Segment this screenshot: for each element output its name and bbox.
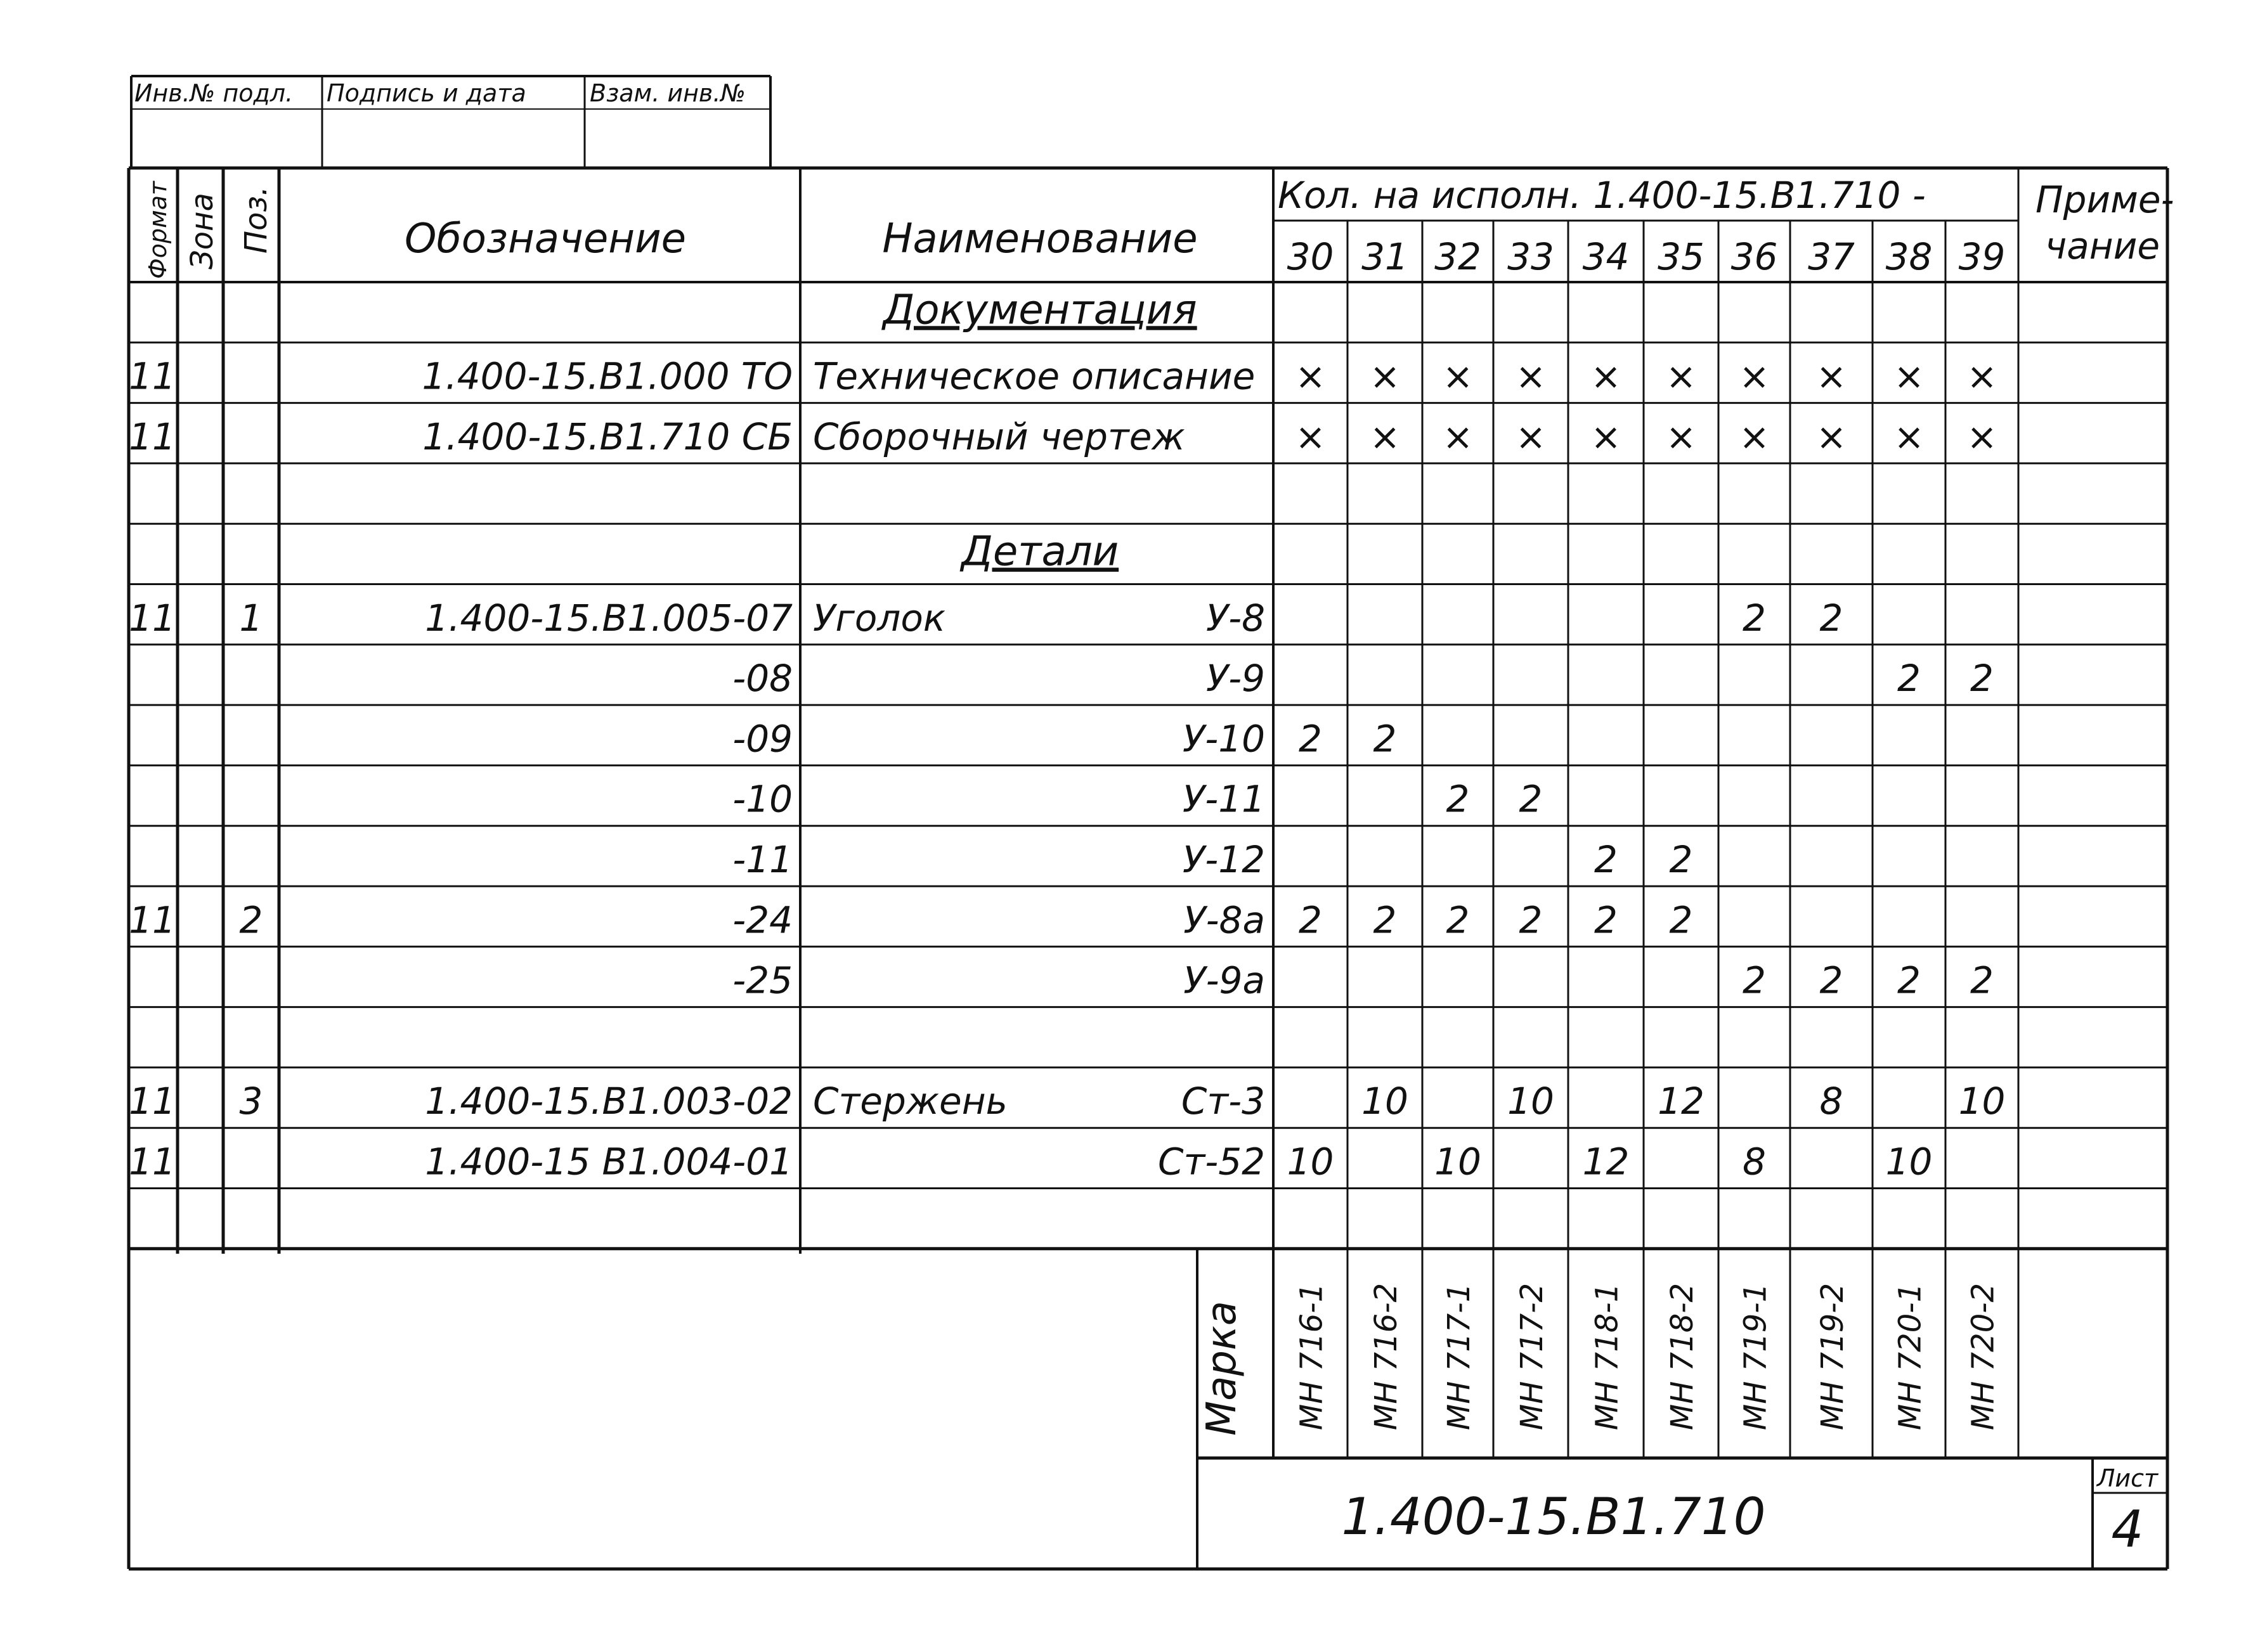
marka-value: МН 716-1	[1294, 1282, 1330, 1431]
row-mark: У-9	[1205, 657, 1265, 700]
variant-header-34: 34	[1582, 235, 1630, 278]
row-mark: У-9а	[1183, 958, 1265, 1002]
qty-cell: ×	[1893, 354, 1925, 398]
row-designation: -11	[732, 838, 793, 881]
qty-cell: 2	[1594, 838, 1618, 881]
variant-header-33: 33	[1507, 235, 1554, 278]
variant-header-39: 39	[1958, 235, 2006, 278]
qty-cell: ×	[1295, 415, 1326, 458]
table-header	[144, 174, 2174, 279]
qty-cell: 2	[1373, 717, 1397, 761]
qty-cell: 2	[1897, 958, 1921, 1002]
row-position: 2	[239, 898, 263, 942]
row-name: Стержень	[813, 1080, 1008, 1123]
row-designation: 1.400-15.В1.000 ТО	[422, 354, 793, 398]
marka-value: МН 720-2	[1965, 1282, 2001, 1431]
row-format: 11	[129, 1080, 176, 1123]
row-format: 11	[129, 354, 176, 398]
row-mark: Ст-52	[1157, 1140, 1265, 1184]
qty-cell: 8	[1819, 1080, 1843, 1123]
variant-header-32: 32	[1434, 235, 1481, 278]
variant-header-35: 35	[1658, 235, 1704, 278]
sheet-number: 4	[2111, 1500, 2144, 1559]
header-format: Формат	[144, 181, 172, 279]
qty-cell: ×	[1295, 354, 1326, 398]
stamp-podpis-data: Подпись и дата	[327, 79, 526, 107]
stamp-inv-podl: Инв.№ подл.	[134, 79, 294, 107]
row-name: Техническое описание	[813, 354, 1256, 398]
qty-cell: ×	[1590, 415, 1621, 458]
qty-cell: ×	[1665, 415, 1697, 458]
qty-cell: 12	[1582, 1140, 1630, 1184]
row-name: Сборочный чертеж	[813, 415, 1185, 458]
header-oboznachenie: Обозначение	[404, 216, 687, 262]
qty-cell: 2	[1669, 838, 1693, 881]
sheet-label: Лист	[2096, 1464, 2159, 1492]
qty-cell: ×	[1369, 415, 1401, 458]
title-block	[1341, 1464, 2159, 1559]
stamp-vzam-inv: Взам. инв.№	[590, 79, 746, 107]
qty-cell: ×	[1515, 354, 1547, 398]
row-mark: У-12	[1182, 838, 1265, 881]
section-heading: Детали	[961, 528, 1119, 576]
row-mark: У-10	[1182, 717, 1265, 761]
marka-row	[1198, 1283, 2001, 1436]
row-mark: У-8	[1205, 596, 1265, 640]
header-primechanie-2: чание	[2045, 224, 2160, 268]
marka-label: Марка	[1198, 1301, 1245, 1436]
qty-cell: 10	[1361, 1080, 1408, 1123]
qty-cell: ×	[1739, 354, 1770, 398]
qty-cell: 2	[1519, 898, 1543, 942]
qty-cell: 2	[1819, 596, 1843, 640]
qty-cell: 10	[1507, 1080, 1554, 1123]
qty-cell: 2	[1819, 958, 1843, 1002]
header-naimenovanie: Наименование	[882, 216, 1198, 262]
qty-cell: 2	[1519, 777, 1543, 821]
qty-cell: ×	[1893, 415, 1925, 458]
row-name: Уголок	[813, 596, 945, 640]
row-designation: -25	[732, 958, 793, 1002]
qty-cell: ×	[1369, 354, 1401, 398]
qty-cell: ×	[1966, 415, 1997, 458]
qty-cell: ×	[1665, 354, 1697, 398]
qty-cell: 8	[1743, 1140, 1766, 1184]
marka-value: МН 717-2	[1514, 1282, 1550, 1431]
qty-cell: ×	[1442, 415, 1474, 458]
row-format: 11	[129, 1140, 176, 1184]
row-designation: 1.400-15.В1.005-07	[425, 596, 793, 640]
qty-cell: ×	[1739, 415, 1770, 458]
qty-cell: 10	[1434, 1140, 1481, 1184]
row-designation: -09	[732, 717, 793, 761]
header-poz: Поз.	[238, 186, 274, 254]
approval-stamp	[134, 79, 746, 107]
qty-cell: 2	[1970, 958, 1994, 1002]
variant-header-30: 30	[1287, 235, 1334, 278]
marka-value: МН 720-1	[1892, 1282, 1928, 1431]
qty-cell: 2	[1446, 777, 1470, 821]
qty-cell: 2	[1446, 898, 1470, 942]
qty-cell: ×	[1515, 415, 1547, 458]
row-designation: -24	[732, 898, 793, 942]
row-mark: Ст-3	[1181, 1080, 1265, 1123]
row-format: 11	[129, 596, 176, 640]
qty-cell: ×	[1442, 354, 1474, 398]
variant-header-37: 37	[1808, 235, 1855, 278]
marka-value: МН 719-2	[1815, 1282, 1850, 1431]
row-designation: 1.400-15.В1.710 СБ	[422, 415, 793, 458]
qty-cell: 2	[1743, 958, 1766, 1002]
qty-cell: 2	[1373, 898, 1397, 942]
qty-cell: ×	[1815, 415, 1847, 458]
header-primechanie-1: Приме-	[2035, 178, 2174, 221]
row-designation: -08	[732, 657, 793, 700]
marka-value: МН 719-1	[1737, 1282, 1774, 1431]
header-kol-ispoln: Кол. на исполн. 1.400-15.В1.710 -	[1278, 174, 1926, 217]
row-position: 1	[239, 596, 263, 640]
header-zona: Зона	[185, 193, 220, 269]
qty-cell: 2	[1299, 898, 1322, 942]
qty-cell: 2	[1594, 898, 1618, 942]
qty-cell: ×	[1590, 354, 1621, 398]
marka-value: МН 718-2	[1665, 1282, 1700, 1431]
marka-value: МН 718-1	[1589, 1282, 1625, 1431]
variant-header-36: 36	[1730, 235, 1778, 278]
row-designation: 1.400-15 В1.004-01	[425, 1140, 793, 1184]
row-format: 11	[129, 898, 176, 942]
row-position: 3	[239, 1080, 263, 1123]
variant-header-31: 31	[1361, 235, 1408, 278]
qty-cell: 2	[1669, 898, 1693, 942]
qty-cell: 10	[1958, 1080, 2006, 1123]
row-designation: 1.400-15.В1.003-02	[425, 1080, 793, 1123]
row-mark: У-8а	[1183, 898, 1265, 942]
qty-cell: 10	[1287, 1140, 1334, 1184]
qty-cell: ×	[1966, 354, 1997, 398]
designation: 1.400-15.В1.710	[1341, 1487, 1766, 1546]
variant-header-38: 38	[1885, 235, 1933, 278]
qty-cell: 10	[1885, 1140, 1933, 1184]
variant-headers	[1287, 235, 2006, 278]
qty-cell: 2	[1970, 657, 1994, 700]
row-designation: -10	[732, 777, 793, 821]
marka-value: МН 716-2	[1368, 1282, 1404, 1431]
row-format: 11	[129, 415, 176, 458]
qty-cell: 2	[1743, 596, 1766, 640]
marka-value: МН 717-1	[1441, 1282, 1477, 1431]
table-body	[129, 287, 2005, 1183]
section-heading: Документация	[883, 287, 1197, 334]
qty-cell: ×	[1815, 354, 1847, 398]
qty-cell: 12	[1658, 1080, 1704, 1123]
qty-cell: 2	[1299, 717, 1322, 761]
row-mark: У-11	[1182, 777, 1265, 821]
qty-cell: 2	[1897, 657, 1921, 700]
